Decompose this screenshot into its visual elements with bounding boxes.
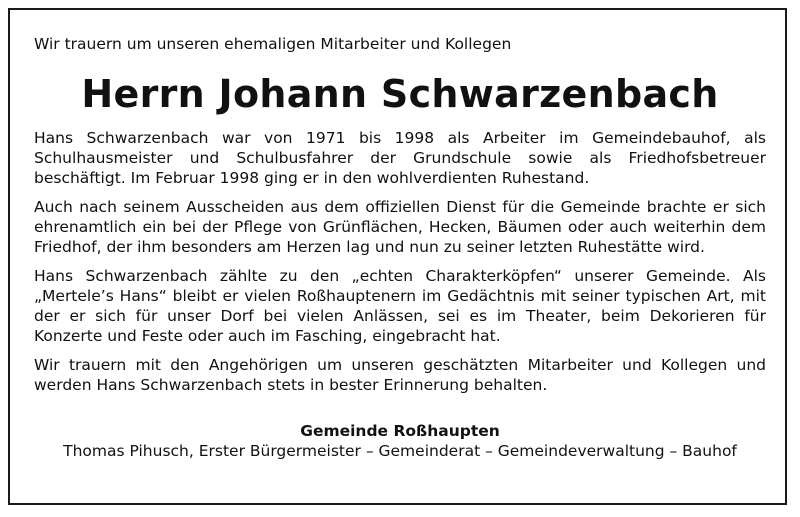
paragraph-mourning: Wir trauern mit den Angehörigen um unseren geschätzten Mitarbeiter und Kollegen und werden Hans Schwarzenbach stets in bester Erinnerung behalten.	[34, 356, 766, 394]
paragraph-character: Hans Schwarzenbach zählte zu den „echten Charakterköpfen“ unserer Gemeinde. Als „Mertele’s Hans“ bleibt er vielen Roßhauptenern im Gedächtnis mit seiner typischen Art, mit der er sich für unser Dorf bei vielen Anlässen, sei es im Theater, beim Dekorieren für Konzerte und Feste oder auch im Fasching, eingebracht hat.	[34, 267, 766, 345]
obituary-notice	[8, 8, 787, 505]
signoff-organization: Gemeinde Roßhaupten	[300, 422, 500, 440]
signoff-signatories: Thomas Pihusch, Erster Bürgermeister – Gemeinderat – Gemeindeverwaltung – Bauhof	[63, 442, 737, 460]
notice-content	[34, 34, 766, 461]
intro-line: Wir trauern um unseren ehemaligen Mitarbeiter und Kollegen	[34, 35, 512, 53]
paragraph-volunteering: Auch nach seinem Ausscheiden aus dem offiziellen Dienst für die Gemeinde brachte er sich ehrenamtlich ein bei der Pflege von Grünflächen, Hecken, Bäumen oder auch weiterhin dem Friedhof, der ihm besonders am Herzen lag und nun zu seiner letzten Ruhestätte wird.	[34, 198, 766, 256]
signoff	[34, 421, 766, 461]
deceased-name: Herrn Johann Schwarzenbach	[81, 72, 719, 116]
paragraph-career: Hans Schwarzenbach war von 1971 bis 1998 als Arbeiter im Gemeindebauhof, als Schulhausmeister und Schulbusfahrer der Grundschule sowie als Friedhofsbetreuer beschäftigt. Im Februar 1998 ging er in den wohlverdienten Ruhestand.	[34, 129, 766, 187]
